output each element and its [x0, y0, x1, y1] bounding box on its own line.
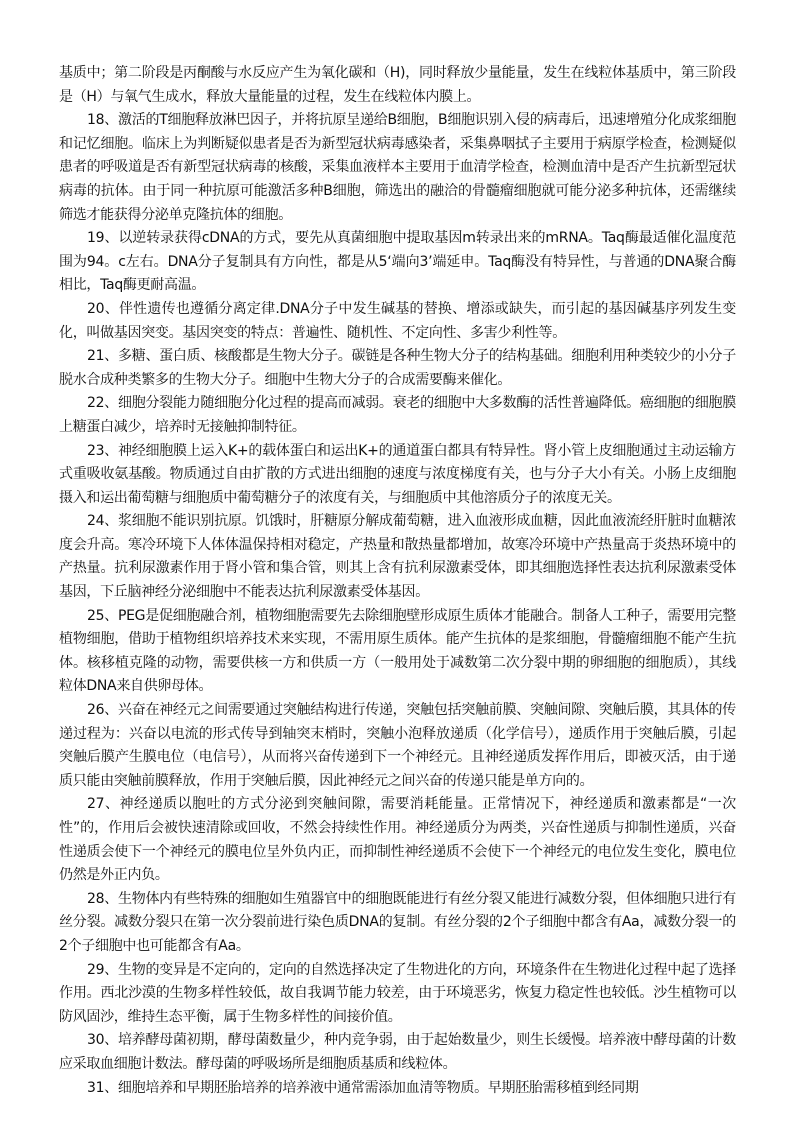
- paragraph-18: 18、激活的T细胞释放淋巴因子，并将抗原呈递给B细胞，B细胞识别入侵的病毒后，迅速增殖分化成浆细胞和记忆细胞。临床上为判断疑似患者是否为新型冠状病毒感染者，采集鼻咽拭子主要用于病原学检查，检测疑似患者的呼吸道是否有新型冠状病毒的核酸，采集血液样本主要用于血清学检查，检测血清中是否产生抗新型冠状病毒的抗体。由于同一种抗原可能激活多种B细胞，筛选出的融洽的骨髓瘤细胞就可能分泌多种抗体，还需继续筛选才能获得分泌单克隆抗体的细胞。: [59, 112, 736, 223]
- paragraph-25: 25、PEG是促细胞融合剂，植物细胞需要先去除细胞壁形成原生质体才能融合。制备人工种子，需要用完整植物细胞，借助于植物组织培养技术来实现，不需用原生质体。能产生抗体的是浆细胞，骨髓瘤细胞不能产生抗体。核移植克隆的动物，需要供核一方和供质一方（一般用处于减数第二次分裂中期的卵细胞的细胞质），其线粒体DNA来自供卵母体。: [59, 607, 736, 695]
- paragraph-19: 19、以逆转录获得cDNA的方式，要先从真菌细胞中提取基因m转录出来的mRNA。Taq酶最适催化温度范围为94。c左右。DNA分子复制具有方向性，都是从5‘端向3’端延申。Taq酶没有特异性，与普通的DNA聚合酶相比，Taq酶更耐高温。: [59, 230, 736, 294]
- paragraph-30: 30、培养酵母菌初期，酵母菌数量少，种内竞争弱，由于起始数量少，则生长缓慢。培养液中酵母菌的计数应采取血细胞计数法。酵母菌的呼吸场所是细胞质基质和线粒体。: [59, 1032, 736, 1072]
- paragraph-24: 24、浆细胞不能识别抗原。饥饿时，肝糖原分解成葡萄糖，进入血液形成血糖，因此血液流经肝脏时血糖浓度会升高。寒冷环境下人体体温保持相对稳定，产热量和散热量都增加，故寒冷环境中产热量高于炎热环境中的产热量。抗利尿激素作用于肾小管和集合管，则其上含有抗利尿激素受体，即其细胞选择性表达抗利尿激素受体基因，下丘脑神经分泌细胞中不能表达抗利尿激素受体基因。: [59, 513, 736, 601]
- paragraph-28: 28、生物体内有些特殊的细胞如生殖器官中的细胞既能进行有丝分裂又能进行减数分裂，但体细胞只进行有丝分裂。减数分裂只在第一次分裂前进行染色质DNA的复制。有丝分裂的2个子细胞中都含有Aa，减数分裂一的2个子细胞中也可能都含有Aa。: [59, 890, 736, 954]
- paragraph-27: 27、神经递质以胞吐的方式分泌到突触间隙，需要消耗能量。正常情况下，神经递质和激素都是“一次性”的，作用后会被快速清除或回收，不然会持续性作用。神经递质分为两类，兴奋性递质与抑制性递质，兴奋性递质会使下一个神经元的膜电位呈外负内正，而抑制性神经递质不会使下一个神经元的电位发生变化，膜电位仍然是外正内负。: [59, 796, 736, 884]
- paragraph-29: 29、生物的变异是不定向的，定向的自然选择决定了生物进化的方向，环境条件在生物进化过程中起了选择作用。西北沙漠的生物多样性较低，故自我调节能力较差，由于环境恶劣，恢复力稳定性也较低。沙生植物可以防风固沙，维持生态平衡，属于生物多样性的间接价值。: [59, 961, 736, 1025]
- paragraph-23: 23、神经细胞膜上运入K+的载体蛋白和运出K+的通道蛋白都具有特异性。肾小管上皮细胞通过主动运输方式重吸收氨基酸。物质通过自由扩散的方式进出细胞的速度与浓度梯度有关，也与分子大小有关。小肠上皮细胞摄入和运出葡萄糖与细胞质中葡萄糖分子的浓度有关，与细胞质中其他溶质分子的浓度无关。: [59, 442, 736, 506]
- paragraph-21: 21、多糖、蛋白质、核酸都是生物大分子。碳链是各种生物大分子的结构基础。细胞利用种类较少的小分子脱水合成种类繁多的生物大分子。细胞中生物大分子的合成需要酶来催化。: [59, 348, 736, 388]
- paragraph-continuation: 基质中；第二阶段是丙酮酸与水反应产生为氧化碳和（H)，同时释放少量能量，发生在线粒体基质中，第三阶段是（H）与氧气生成水，释放大量能量的过程，发生在线粒体内膜上。: [59, 65, 736, 105]
- paragraph-22: 22、细胞分裂能力随细胞分化过程的提高而减弱。衰老的细胞中大多数酶的活性普遍降低。癌细胞的细胞膜上糖蛋白减少，培养时无接触抑制特征。: [59, 395, 736, 435]
- paragraph-31: 31、细胞培养和早期胚胎培养的培养液中通常需添加血清等物质。早期胚胎需移植到经同期: [87, 1079, 639, 1096]
- paragraph-26: 26、兴奋在神经元之间需要通过突触结构进行传递，突触包括突触前膜、突触间隙、突触后膜，其具体的传递过程为：兴奋以电流的形式传导到轴突末梢时，突触小泡释放递质（化学信号），递质作用于突触后膜，引起突触后膜产生膜电位（电信号），从而将兴奋传递到下一个神经元。且神经递质发挥作用后，即被灭活，由于递质只能由突触前膜释放，作用于突触后膜，因此神经元之间兴奋的传递只能是单方向的。: [59, 702, 736, 789]
- paragraph-20: 20、伴性遗传也遵循分离定律.DNA分子中发生碱基的替换、增添或缺失，而引起的基因碱基序列发生变化，叫做基因突变。基因突变的特点：普遍性、随机性、不定向性、多害少利性等。: [59, 300, 736, 341]
- document-page: [59, 62, 736, 1100]
